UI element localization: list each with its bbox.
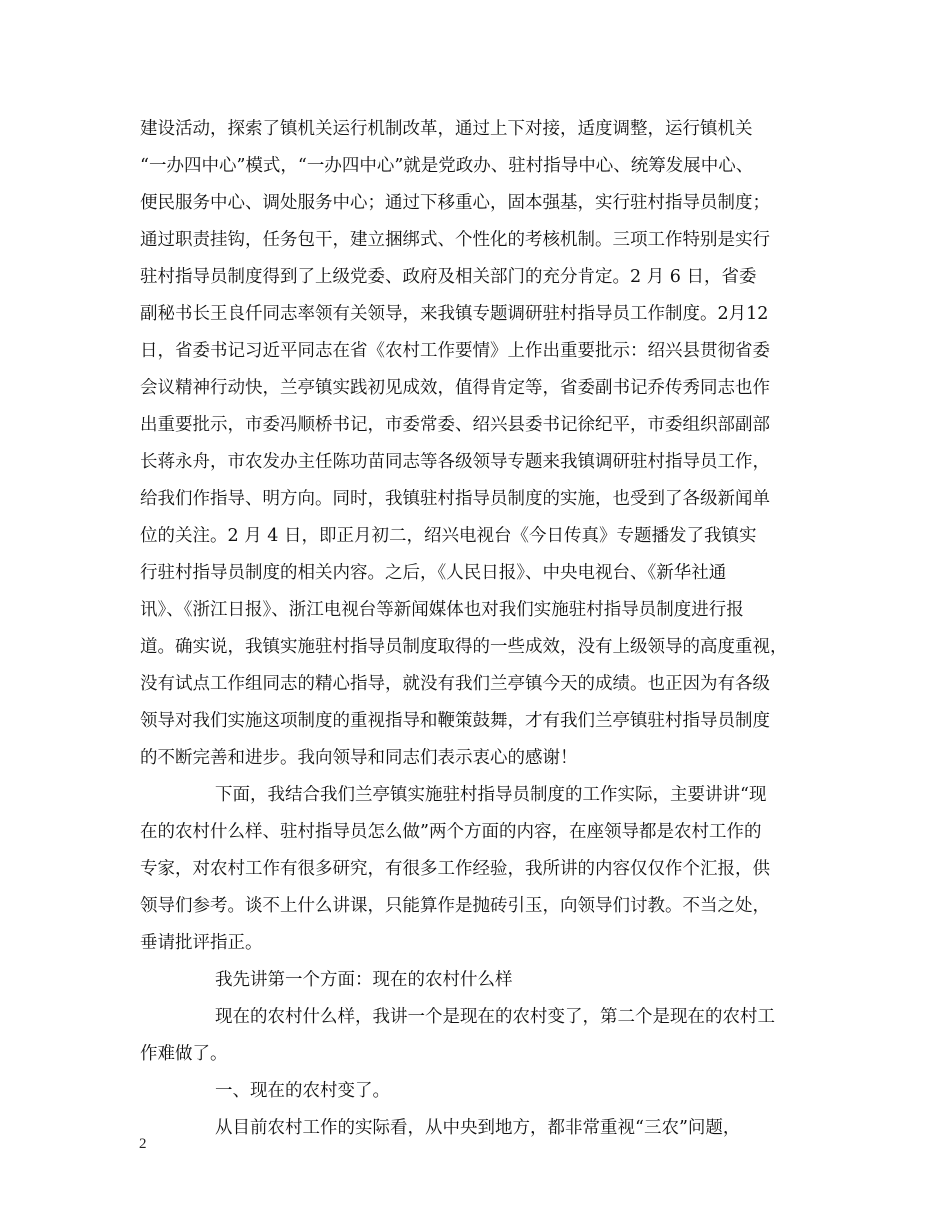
text-line: 在的农村什么样、驻村指导员怎么做”两个方面的内容，在座领导都是农村工作的 [140, 822, 762, 842]
paragraph-first-line: 下面，我结合我们兰亭镇实施驻村指导员制度的工作实际，主要讲讲“现 [215, 785, 767, 805]
text-line: 行驻村指导员制度的相关内容。之后，《人民日报》、中央电视台、《新华社通 [140, 563, 727, 583]
text-line: 出重要批示，市委冯顺桥书记，市委常委、绍兴县委书记徐纪平，市委组织部副部 [140, 415, 770, 435]
text-line: 领导对我们实施这项制度的重视指导和鞭策鼓舞，才有我们兰亭镇驻村指导员制度 [140, 711, 770, 731]
text-line: 副秘书长王良仟同志率领有关领导，来我镇专题调研驻村指导员工作制度。2月12 [140, 304, 769, 324]
text-line: 给我们作指导、明方向。同时，我镇驻村指导员制度的实施，也受到了各级新闻单 [140, 489, 770, 509]
text-line: 便民服务中心、调处服务中心；通过下移重心，固本强基，实行驻村指导员制度； [140, 193, 770, 213]
paragraph-first-line: 现在的农村什么样，我讲一个是现在的农村变了，第二个是现在的农村工 [215, 1007, 775, 1027]
text-line: 位的关注。2 月 4 日，即正月初二，绍兴电视台《今日传真》专题播发了我镇实 [140, 526, 757, 546]
text-line: 建设活动，探索了镇机关运行机制改革，通过上下对接，适度调整，运行镇机关 [140, 119, 753, 139]
text-line: 讯》、《浙江日报》、浙江电视台等新闻媒体也对我们实施驻村指导员制度进行报 [140, 600, 744, 620]
text-line: 长蒋永舟，市农发办主任陈功苗同志等各级领导专题来我镇调研驻村指导员工作， [140, 452, 770, 472]
text-line: “一办四中心”模式，“一办四中心”就是党政办、驻村指导中心、统筹发展中心、 [140, 156, 754, 176]
text-line: 的不断完善和进步。我向领导和同志们表示衷心的感谢！ [140, 748, 578, 768]
text-line: 专家，对农村工作有很多研究，有很多工作经验，我所讲的内容仅仅作个汇报，供 [140, 859, 770, 879]
text-line: 没有试点工作组同志的精心指导，就没有我们兰亭镇今天的成绩。也正因为有各级 [140, 674, 770, 694]
text-line: 垂请批评指正。 [140, 933, 263, 953]
text-line: 会议精神行动快，兰亭镇实践初见成效，值得肯定等，省委副书记乔传秀同志也作 [140, 378, 770, 398]
subsection-heading: 一、现在的农村变了。 [215, 1081, 390, 1101]
text-line: 日，省委书记习近平同志在省《农村工作要情》上作出重要批示：绍兴县贯彻省委 [140, 341, 770, 361]
section-heading: 我先讲第一个方面：现在的农村什么样 [215, 970, 513, 990]
text-line: 通过职责挂钩，任务包干，建立捆绑式、个性化的考核机制。三项工作特别是实行 [140, 230, 770, 250]
text-line: 领导们参考。谈不上什么讲课，只能算作是抛砖引玉，向领导们讨教。不当之处， [140, 896, 770, 916]
page-number: 2 [139, 1136, 147, 1152]
text-line: 道。确实说，我镇实施驻村指导员制度取得的一些成效，没有上级领导的高度重视， [140, 637, 788, 657]
text-line: 作难做了。 [140, 1044, 228, 1064]
paragraph-first-line: 从目前农村工作的实际看，从中央到地方，都非常重视“三农”问题， [215, 1118, 741, 1138]
text-line: 驻村指导员制度得到了上级党委、政府及相关部门的充分肯定。2 月 6 日，省委 [140, 267, 757, 287]
